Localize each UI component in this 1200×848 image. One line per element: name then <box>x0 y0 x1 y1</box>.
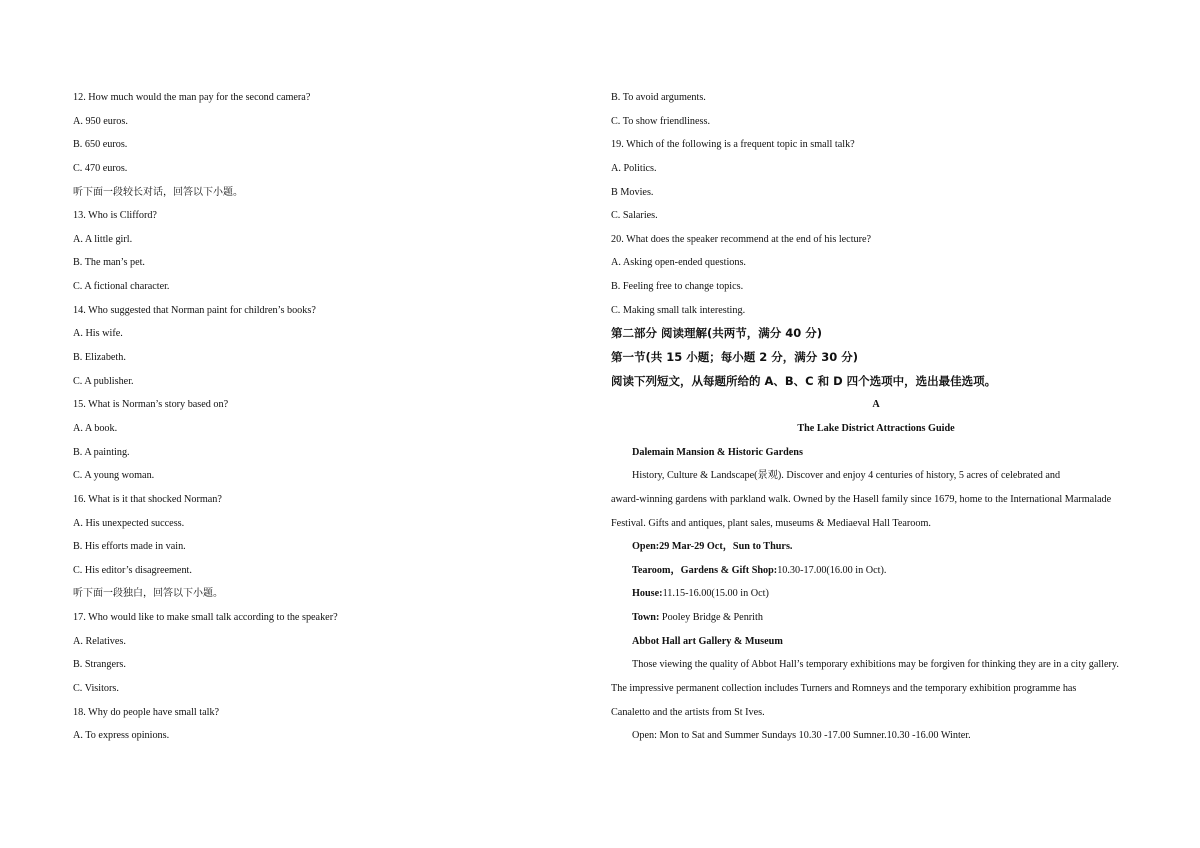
paragraph-line: Open: Mon to Sat and Summer Sundays 10.30 -17.00 Sumner.10.30 -16.00 Winter. <box>632 730 971 742</box>
paragraph-line: Those viewing the quality of Abbot Hall’s temporary exhibitions may be forgiven for thinking they are in a city gallery. <box>632 659 1119 671</box>
text-line: 16. What is it that shocked Norman? <box>73 493 222 505</box>
section-heading: 第一节(共 15 小题；每小题 2 分，满分 30 分) <box>611 350 859 365</box>
text-line: 15. What is Norman’s story based on? <box>73 399 229 411</box>
passage-title: The Lake District Attractions Guide <box>797 422 955 434</box>
text-line: The impressive permanent collection includes Turners and Romneys and the temporary exhibition programme has <box>611 683 1077 695</box>
text-line: award-winning gardens with parkland walk. Owned by the Hasell family since 1679, home to the International Marmalade <box>611 493 1112 505</box>
section-instruction: 听下面一段较长对话，回答以下小题。 <box>73 186 243 198</box>
text-line: A. Relatives. <box>73 635 126 647</box>
text-line: C. 470 euros. <box>73 162 128 174</box>
right-column <box>611 86 1141 748</box>
section-heading: 第二部分 阅读理解(共两节，满分 40 分) <box>611 326 823 341</box>
section-heading: 阅读下列短文，从每题所给的 A、B、C 和 D 四个选项中，选出最佳选项。 <box>611 373 997 388</box>
text-line: C. Making small talk interesting. <box>611 304 746 316</box>
text-line: B. 650 euros. <box>73 139 128 151</box>
text-line: C. A publisher. <box>73 375 134 387</box>
section-instruction: 听下面一段独白，回答以下小题。 <box>73 588 223 600</box>
text-line: 13. Who is Clifford? <box>73 210 157 222</box>
text-line: 17. Who would like to make small talk according to the speaker? <box>73 612 338 624</box>
text-line: 20. What does the speaker recommend at the end of his lecture? <box>611 233 872 245</box>
text-line: A. His unexpected success. <box>73 517 185 529</box>
text-line: B. To avoid arguments. <box>611 92 706 103</box>
passage-title: A <box>872 399 880 411</box>
text-line: C. A young woman. <box>73 470 155 482</box>
text-line: C. Salaries. <box>611 210 658 222</box>
text-line: 14. Who suggested that Norman paint for children’s books? <box>73 304 316 316</box>
text-line: A. A book. <box>73 422 118 434</box>
detail-label: Town: <box>632 612 660 624</box>
text-line: 18. Why do people have small talk? <box>73 706 220 718</box>
attraction-detail <box>611 606 1141 630</box>
text-line: B. Strangers. <box>73 659 126 671</box>
text-line: B Movies. <box>611 186 654 198</box>
text-line: B. Elizabeth. <box>73 352 126 364</box>
text-line: Canaletto and the artists from St Ives. <box>611 706 765 718</box>
detail-label: Tearoom，Gardens & Gift Shop: <box>632 564 778 576</box>
text-line: A. Asking open-ended questions. <box>611 257 746 269</box>
attraction-detail <box>611 535 1141 559</box>
attraction-name: Dalemain Mansion & Historic Gardens <box>632 446 803 458</box>
attraction-detail <box>611 559 1141 583</box>
text-line: 19. Which of the following is a frequent topic in small talk? <box>611 139 855 151</box>
text-line: C. His editor’s disagreement. <box>73 564 192 576</box>
detail-label: House: <box>632 588 663 600</box>
text-line: B. His efforts made in vain. <box>73 541 186 553</box>
text-line: A. To express opinions. <box>73 730 170 742</box>
left-column <box>73 86 573 748</box>
text-line: A. 950 euros. <box>73 115 128 127</box>
detail-value: 11.15-16.00(15.00 in Oct) <box>662 588 769 600</box>
paragraph-line: History, Culture & Landscape(景观). Discover and enjoy 4 centuries of history, 5 acres of celebrated and <box>632 470 1061 482</box>
text-line: 12. How much would the man pay for the second camera? <box>73 92 311 103</box>
text-line: C. To show friendliness. <box>611 115 710 127</box>
detail-label: Open:29 Mar-29 Oct，Sun to Thurs. <box>632 541 793 553</box>
text-line: A. Politics. <box>611 162 657 174</box>
text-line: C. A fictional character. <box>73 281 170 293</box>
text-line: B. Feeling free to change topics. <box>611 281 744 293</box>
text-line: A. His wife. <box>73 328 123 340</box>
text-line: B. A painting. <box>73 446 130 458</box>
text-line: C. Visitors. <box>73 683 119 695</box>
text-line: A. A little girl. <box>73 233 133 245</box>
text-line: B. The man’s pet. <box>73 257 145 269</box>
attraction-name: Abbot Hall art Gallery & Museum <box>632 635 783 647</box>
detail-value: Pooley Bridge & Penrith <box>659 612 763 624</box>
text-line: Festival. Gifts and antiques, plant sales, museums & Mediaeval Hall Tearoom. <box>611 517 931 529</box>
detail-value: 10.30-17.00(16.00 in Oct). <box>777 564 887 576</box>
attraction-detail <box>611 582 1141 606</box>
